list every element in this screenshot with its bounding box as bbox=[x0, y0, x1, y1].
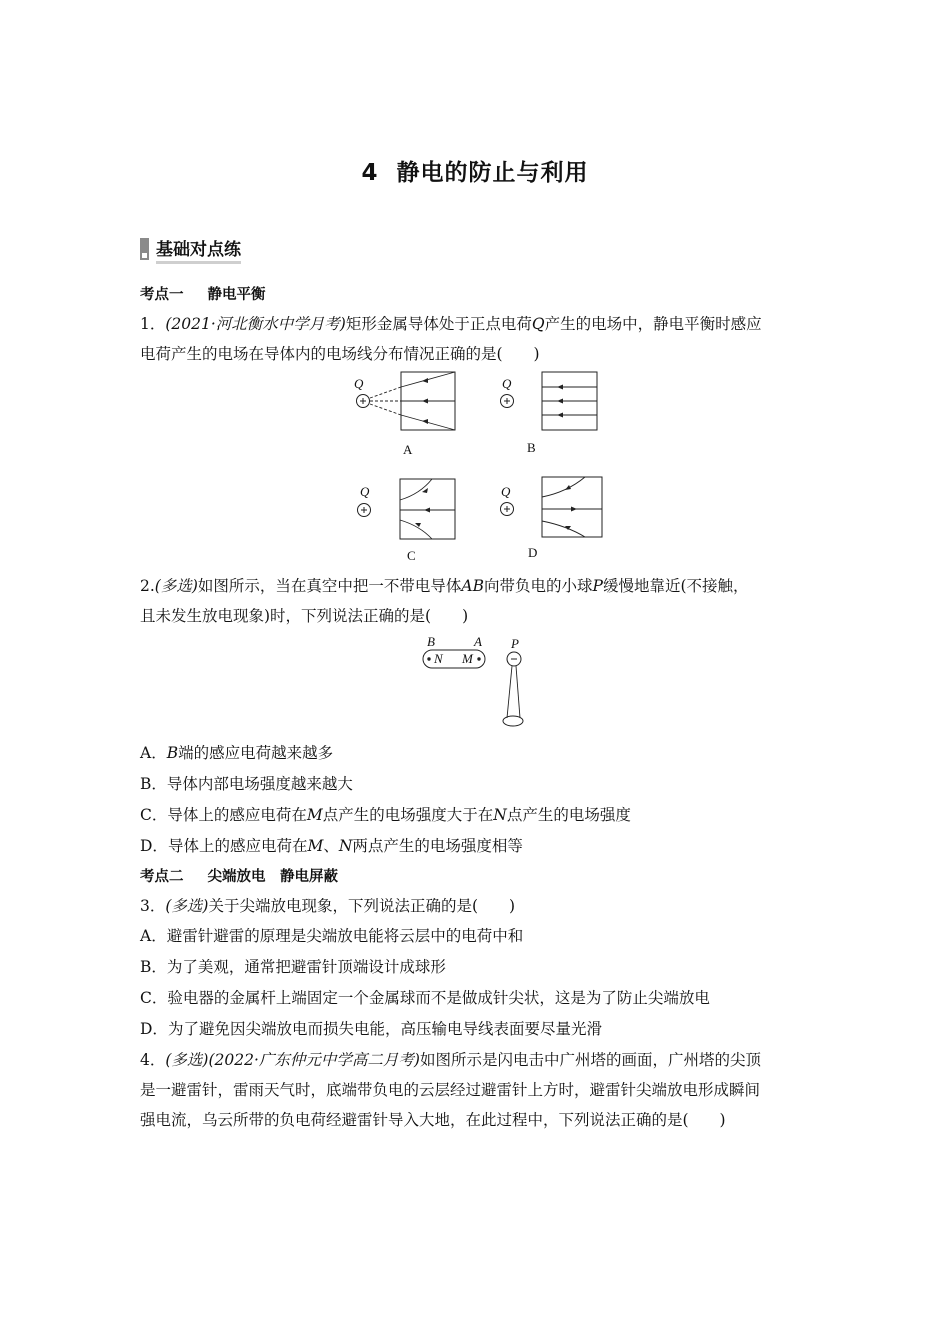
q1-fig-a-label: A bbox=[403, 442, 413, 457]
section-marker-icon bbox=[140, 238, 149, 260]
option-text: 端的感应电荷越来越多 bbox=[178, 744, 334, 762]
page-title bbox=[0, 154, 950, 187]
option-text: 、 bbox=[323, 837, 339, 855]
option-key: A． bbox=[140, 744, 167, 762]
option-text: B bbox=[166, 744, 179, 762]
q1-fig-d-charge-label: Q bbox=[501, 484, 511, 499]
q2-number: 2. bbox=[140, 577, 155, 595]
kaodian-2-heading bbox=[140, 865, 338, 886]
q1-fig-d-label: D bbox=[528, 545, 538, 560]
option-text: 点产生的电场强度 bbox=[506, 806, 631, 824]
option-key: D． bbox=[140, 837, 168, 855]
q4-number: 4． bbox=[140, 1051, 166, 1069]
title-text: 静电的防止与利用 bbox=[396, 160, 589, 186]
q1-fig-b-charge-label: Q bbox=[502, 376, 512, 391]
title-number: 4 bbox=[361, 160, 379, 186]
q1-figure-a bbox=[350, 370, 460, 460]
q2-fig-label-m: M bbox=[462, 651, 473, 666]
q1-fig-c-charge-label: Q bbox=[360, 484, 370, 499]
q1-figure-c bbox=[352, 476, 462, 566]
option-text: 点产生的电场强度大于在 bbox=[322, 806, 494, 824]
option-text: 导体上的感应电荷在 bbox=[167, 806, 307, 824]
q1-charge-var: Q bbox=[531, 315, 545, 333]
option-text: M bbox=[306, 806, 323, 824]
q2-option-b[interactable] bbox=[140, 772, 353, 794]
q1-line-1: 1．(2021·河北衡水中学月考)矩形金属导体处于正点电荷Q产生的电场中，静电平衡时感应 bbox=[140, 315, 762, 333]
q3-line-1: 3．(多选)关于尖端放电现象，下列说法正确的是( ) bbox=[140, 897, 516, 915]
q1-fig-b-label: B bbox=[527, 440, 536, 455]
q2-fig-label-b: B bbox=[427, 634, 435, 649]
q3-tag: (多选) bbox=[165, 897, 209, 915]
q4-line-2: 是一避雷针，雷雨天气时，底端带负电的云层经过避雷针上方时，避雷针尖端放电形成瞬间 bbox=[140, 1081, 761, 1099]
q3-option-a[interactable]: A．避雷针避雷的原理是尖端放电能将云层中的电荷中和 bbox=[140, 927, 524, 945]
q2-tag: (多选) bbox=[154, 577, 198, 595]
option-key: C． bbox=[140, 806, 168, 824]
option-text: M bbox=[307, 837, 324, 855]
q3-number: 3． bbox=[140, 897, 166, 915]
option-text: 导体内部电场强度越来越大 bbox=[166, 775, 353, 793]
q1-fig-a-charge-label: Q bbox=[354, 376, 364, 391]
option-text: N bbox=[338, 837, 353, 855]
option-key: B． bbox=[140, 775, 167, 793]
q2-option-d[interactable] bbox=[140, 834, 523, 856]
option-text: 导体上的感应电荷在 bbox=[167, 837, 308, 855]
kaodian-1-label: 考点一 bbox=[140, 287, 184, 303]
q2-option-a[interactable] bbox=[140, 741, 333, 763]
section-label: 基础对点练 bbox=[156, 235, 241, 264]
section-header bbox=[140, 236, 241, 262]
q1-fig-c-label: C bbox=[407, 548, 416, 563]
option-text: 两点产生的电场强度相等 bbox=[352, 837, 523, 855]
q1-source: (2021·河北衡水中学月考) bbox=[165, 315, 346, 333]
q4-line-3: 强电流，乌云所带的负电荷经避雷针导入大地，在此过程中，下列说法正确的是( ) bbox=[140, 1111, 726, 1129]
q2-fig-label-p: P bbox=[511, 636, 519, 651]
kaodian-2-label: 考点二 bbox=[140, 869, 184, 885]
q4-source: (2022·广东仲元中学高二月考) bbox=[208, 1051, 420, 1069]
q2-figure bbox=[420, 634, 535, 734]
q2-line-1: 2.(多选)如图所示，当在真空中把一不带电导体AB向带负电的小球P缓慢地靠近(不接触， bbox=[140, 577, 749, 595]
q3-option-d[interactable]: D．为了避免因尖端放电而损失电能，高压输电导线表面要尽量光滑 bbox=[140, 1020, 602, 1038]
q2-fig-label-a: A bbox=[474, 634, 482, 649]
option-text: N bbox=[493, 806, 507, 824]
kaodian-1-heading bbox=[140, 283, 266, 304]
q1-line-2: 电荷产生的电场在导体内的电场线分布情况正确的是( ) bbox=[140, 345, 540, 363]
q1-number: 1． bbox=[140, 315, 166, 333]
kaodian-1-topic: 静电平衡 bbox=[207, 287, 266, 303]
q2-line-2: 且未发生放电现象)时，下列说法正确的是( ) bbox=[140, 607, 469, 625]
q4-tag: (多选) bbox=[165, 1051, 209, 1069]
q2-fig-label-n: N bbox=[434, 651, 443, 666]
q1-figure-d bbox=[495, 474, 610, 564]
q3-option-b[interactable]: B．为了美观，通常把避雷针顶端设计成球形 bbox=[140, 958, 446, 976]
q1-figure-b bbox=[495, 370, 605, 460]
q2-option-c[interactable] bbox=[140, 803, 631, 825]
kaodian-2-topic: 尖端放电 静电屏蔽 bbox=[207, 869, 338, 885]
q4-line-1: 4．(多选)(2022·广东仲元中学高二月考)如图所示是闪电击中广州塔的画面，广州塔的尖顶 bbox=[140, 1051, 761, 1069]
q3-option-c[interactable]: C．验电器的金属杆上端固定一个金属球而不是做成针尖状，这是为了防止尖端放电 bbox=[140, 989, 710, 1007]
